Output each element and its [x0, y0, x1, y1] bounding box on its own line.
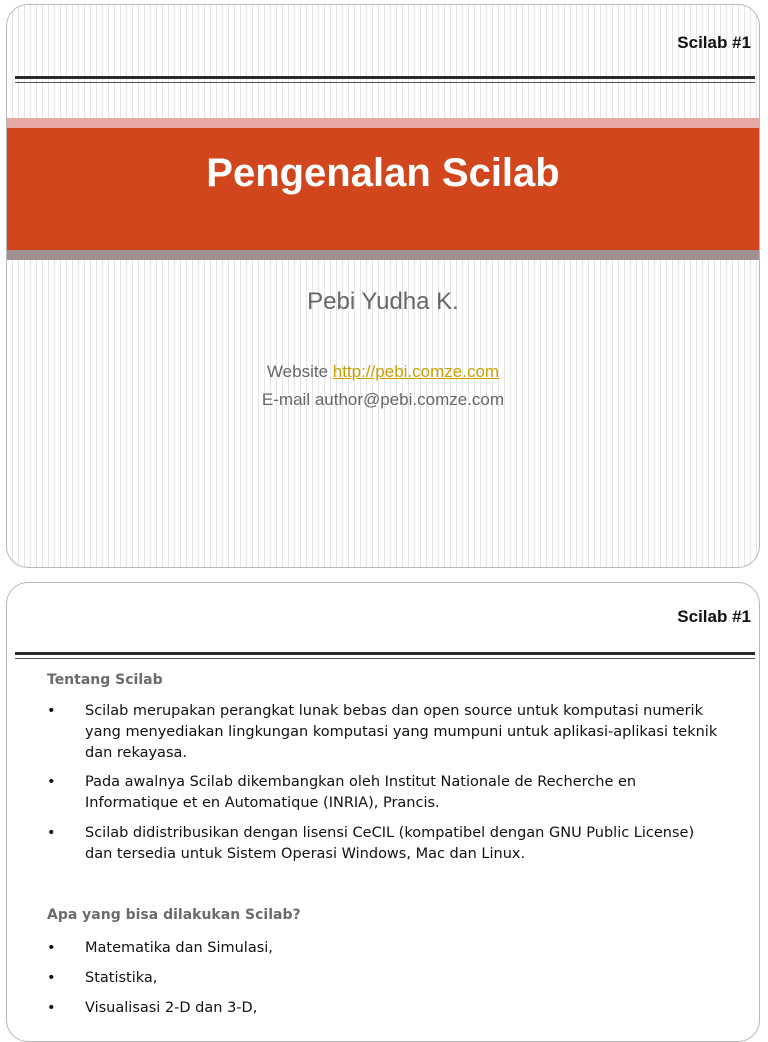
bullet-icon: • — [47, 940, 56, 956]
website-link[interactable]: http://pebi.comze.com — [332, 362, 500, 381]
list-item-text: Pada awalnya Scilab dikembangkan oleh Institut Nationale de Recherche en — [85, 774, 637, 790]
band-top — [7, 118, 759, 128]
bullet-icon: • — [47, 774, 56, 790]
header-rule-thin — [15, 82, 755, 83]
list-item — [47, 772, 739, 814]
list-item-text: dan tersedia untuk Sistem Operasi Windows, Mac dan Linux. — [85, 846, 526, 862]
section-title-tentang: Tentang Scilab — [47, 672, 163, 688]
header-rule — [15, 652, 755, 655]
content-slide — [6, 582, 760, 1042]
list-item-text: Informatique et en Automatique (INRIA), Prancis. — [85, 795, 440, 811]
list-item — [47, 701, 739, 764]
bullet-icon: • — [47, 970, 56, 986]
list-item — [47, 938, 739, 959]
list-item-text: Matematika dan Simulasi, — [85, 940, 273, 956]
section-title-apa: Apa yang bisa dilakukan Scilab? — [47, 907, 301, 923]
slide-title: Pengenalan Scilab — [206, 151, 560, 195]
header-rule-thin — [15, 658, 755, 659]
list-item-text: Visualisasi 2-D dan 3-D, — [85, 1000, 258, 1016]
list-item — [47, 998, 739, 1019]
email-line: E-mail author@pebi.comze.com — [261, 390, 505, 409]
list-item-text: dan rekayasa. — [85, 745, 187, 761]
bullet-icon: • — [47, 703, 56, 719]
author-name: Pebi Yudha K. — [307, 288, 459, 315]
title-slide — [6, 4, 760, 568]
list-item-text: Scilab didistribusikan dengan lisensi CeCIL (kompatibel dengan GNU Public License) — [85, 825, 695, 841]
list-item-text: Scilab merupakan perangkat lunak bebas dan open source untuk komputasi numerik — [85, 703, 703, 719]
list-item-text: yang menyediakan lingkungan komputasi yang mumpuni untuk aplikasi-aplikasi teknik — [85, 724, 718, 740]
bullet-icon: • — [47, 825, 56, 841]
list-item-text: Statistika, — [85, 970, 158, 986]
slide-tag: Scilab #1 — [677, 33, 751, 52]
header-rule — [15, 76, 755, 79]
list-item — [47, 823, 739, 865]
bullet-icon: • — [47, 1000, 56, 1016]
website-line — [7, 362, 759, 382]
band-bottom — [7, 250, 759, 260]
slide-tag: Scilab #1 — [677, 607, 751, 626]
website-label: Website — [266, 362, 329, 381]
list-item — [47, 968, 739, 989]
